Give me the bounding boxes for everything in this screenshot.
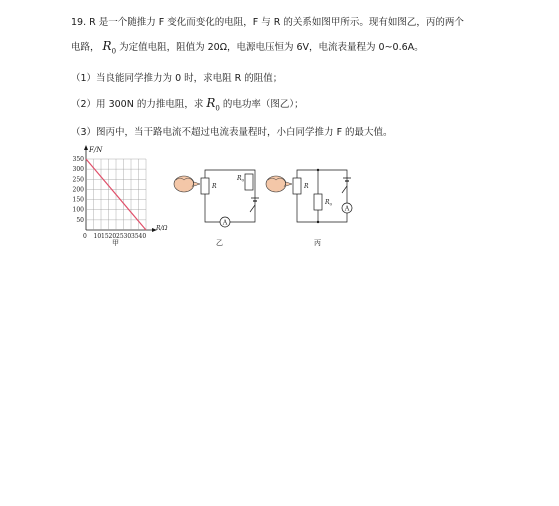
x-tick-label: 35: [131, 233, 139, 240]
x-tick-label: 15: [101, 233, 109, 240]
caption-fig-a: 甲: [112, 239, 119, 247]
resistor-r-label-b: R: [212, 183, 217, 190]
question-3: （3）图丙中，当干路电流不超过电流表量程时，小白同学推力 F 的最大值。: [71, 127, 393, 138]
ammeter-c-label: A: [344, 205, 350, 213]
resistor-r0-c: [314, 194, 322, 210]
x-tick-label: 30: [123, 233, 132, 240]
problem-statement: 19. R 是一个随推力 F 变化而变化的电阻，F 与 R 的关系如图甲所示。现有如图乙，丙的两个: [71, 17, 464, 28]
hand-icon-b: [174, 176, 200, 192]
line2-end: 为定值电阻，阻值为 20Ω，电源电压恒为 6V，电流表量程为 0~0.6A。: [119, 42, 424, 53]
r0-subscript: 0: [111, 47, 117, 56]
caption-fig-b: 乙: [216, 239, 223, 247]
resistor-r-c: [293, 178, 301, 194]
x-tick-label: 25: [116, 233, 124, 240]
junction-top: [317, 169, 319, 171]
chart-fig-a: [73, 145, 168, 240]
circuit-fig-b: [174, 170, 259, 227]
x-tick-label: 0: [83, 233, 87, 240]
junction-bottom: [317, 221, 319, 223]
y-tick-label: 300: [72, 166, 84, 174]
line2-start: 电路，: [71, 42, 100, 53]
question-1: （1）当良能同学推力为 0 时，求电阻 R 的阻值；: [71, 73, 283, 84]
problem-line-2: [71, 39, 424, 55]
ammeter-b-label: A: [222, 219, 228, 227]
y-tick-label: 350: [72, 156, 84, 163]
q2-end: 的电功率（图乙）；: [222, 99, 304, 110]
x-tick-label: 20: [108, 233, 117, 240]
switch-c: [342, 186, 347, 193]
resistor-r-b: [201, 178, 209, 194]
x-tick-label: 40: [138, 233, 147, 240]
q2-r0-symbol: [206, 96, 220, 113]
r0-letter: R: [102, 39, 112, 53]
x-axis-label: R/Ω: [156, 225, 168, 232]
y-tick-label: 100: [72, 206, 84, 214]
resistor-r0-b: [245, 174, 253, 190]
q2-r0-letter: R: [206, 96, 216, 110]
r0-symbol: [102, 39, 117, 56]
hand-icon-c: [266, 176, 292, 192]
y-axis-arrow: [84, 145, 88, 150]
q2-start: （2）用 300N 的力推电阻，求: [71, 99, 204, 110]
resistor-r0-label-b: $R_0$: [237, 175, 245, 183]
y-tick-label: 200: [72, 186, 84, 194]
caption-fig-c: 丙: [314, 239, 321, 247]
resistor-r0-label-c: $R_0$: [325, 199, 333, 207]
figure-panel: [66, 142, 366, 252]
y-tick-label: 50: [76, 216, 84, 224]
question-2: [71, 96, 304, 112]
switch-b: [250, 205, 255, 212]
circuit-fig-c: [266, 169, 352, 223]
y-tick-label: 250: [72, 176, 84, 184]
y-axis-label: F/N: [89, 146, 103, 154]
q2-r0-subscript: 0: [215, 104, 220, 113]
y-tick-label: 150: [72, 196, 84, 204]
resistor-r-label-c: R: [304, 183, 309, 190]
x-tick-label: 10: [93, 233, 102, 240]
